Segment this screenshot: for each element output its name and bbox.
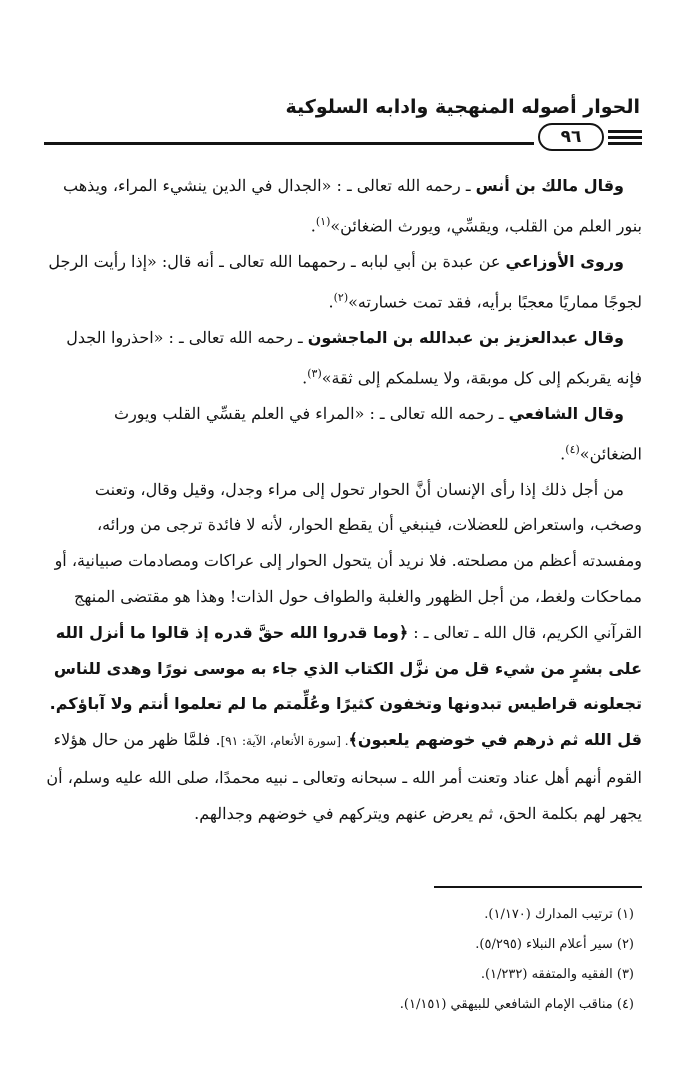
header-dash [608, 142, 642, 145]
main-text [44, 168, 642, 832]
paragraph-text: . فلمَّا ظهر من حال هؤلاء القوم أنهم أهل عناد وتعنت أمر الله ـ سبحانه وتعالى ـ نبيه محمدًا، صلى الله عليه وسلم، أن يجهر لهم بكلمة الحق، ثم يعرض عنهم ويتركهم في خوضهم وجدالهم. [46, 730, 642, 823]
quote-paragraph [44, 244, 642, 320]
speaker-name: وقال الشافعي [508, 403, 624, 423]
footnote-marker: (٢) [333, 290, 349, 304]
footnote-marker: (١) [315, 214, 331, 228]
page-number: ٩٦ [538, 123, 604, 151]
quran-verse: ﴿وما قدروا الله حقَّ قدره إذ قالوا ما أنزل الله على بشرٍ من شيء قل من نزَّل الكتاب الذي جاء به موسى نورًا وهدى للناس تجعلونه قراطيس تبدونها وتخفون كثيرًا وعُلِّمتم ما لم تعلموا أنتم ولا آباؤكم. قل الله ثم ذرهم في خوضهم يلعبون﴾ [49, 622, 642, 750]
page-number-badge [534, 122, 644, 152]
quote-text: ـ رحمه الله تعالى ـ : «الجدال في الدين ينشيء المراء، ويذهب بنور العلم من القلب، ويقسِّي، ويورث الضغائن» [63, 176, 642, 236]
running-header [44, 96, 640, 118]
quote-paragraph [44, 320, 642, 396]
quote-text: ـ رحمه الله تعالى ـ : «احذروا الجدل فإنه يقربكم إلى كل موبقة، ولا يسلمكم إلى ثقة» [66, 327, 642, 387]
header-title: الحوار أصوله المنهجية وادابه السلوكية [285, 96, 640, 118]
footnote-separator [434, 886, 642, 888]
speaker-name: وقال عبدالعزيز بن عبدالله بن الماجشون [307, 327, 624, 347]
speaker-name: وروى الأوزاعي [505, 251, 624, 271]
footnote-marker: (٣) [307, 366, 322, 380]
header-rule [44, 142, 534, 145]
header-dash [608, 130, 642, 133]
punctuation: . [560, 443, 566, 463]
footnote: (٢) سير أعلام النبلاء (٥/٢٩٥). [475, 937, 634, 952]
punctuation: . [310, 216, 316, 236]
paragraph-text: من أجل ذلك إذا رأى الإنسان أنَّ الحوار تحول إلى مراء وجدل، وقيل وقال، وتعنت وصخب، واستعراض للعضلات، فينبغي أن يقطع الحوار، لأنه لا فائدة ترجى من ورائه، ومفسدته أعظم من مصلحته. فلا نريد أن يتحول الحوار إلى عراكات ومصادمات صبيانية، أو مماحكات ولغط، من أجل الظهور والغلبة والطواف حول الذات! وهذا هو مقتضى المنهج القرآني الكريم، قال الله ـ تعالى ـ : [54, 479, 642, 642]
footnotes [44, 900, 642, 1020]
punctuation: . [328, 292, 334, 312]
verse-reference: . [سورة الأنعام، الآية: ٩١] [220, 734, 349, 749]
footnote: (٣) الفقيه والمتفقه (١/٢٣٢). [480, 967, 634, 982]
footnote-marker: (٤) [565, 442, 580, 456]
quote-paragraph [44, 168, 642, 244]
main-paragraph [44, 472, 642, 832]
punctuation: . [302, 367, 308, 387]
quote-text: عن عبدة بن أبي لبابه ـ رحمهما الله تعالى ـ أنه قال: «إذا رأيت الرجل لجوجًا مماريًا معجبًا برأيه، فقد تمت خسارته» [48, 251, 642, 312]
speaker-name: وقال مالك بن أنس [475, 176, 624, 195]
footnote: (١) ترتيب المدارك (١/١٧٠). [484, 907, 634, 922]
quote-text: ـ رحمه الله تعالى ـ : «المراء في العلم يقسِّي القلب ويورث الضغائن» [114, 403, 642, 463]
footnote: (٤) مناقب الإمام الشافعي للبيهقي (١/١٥١). [399, 997, 634, 1012]
header-dash [608, 136, 642, 139]
quote-paragraph [44, 396, 642, 472]
